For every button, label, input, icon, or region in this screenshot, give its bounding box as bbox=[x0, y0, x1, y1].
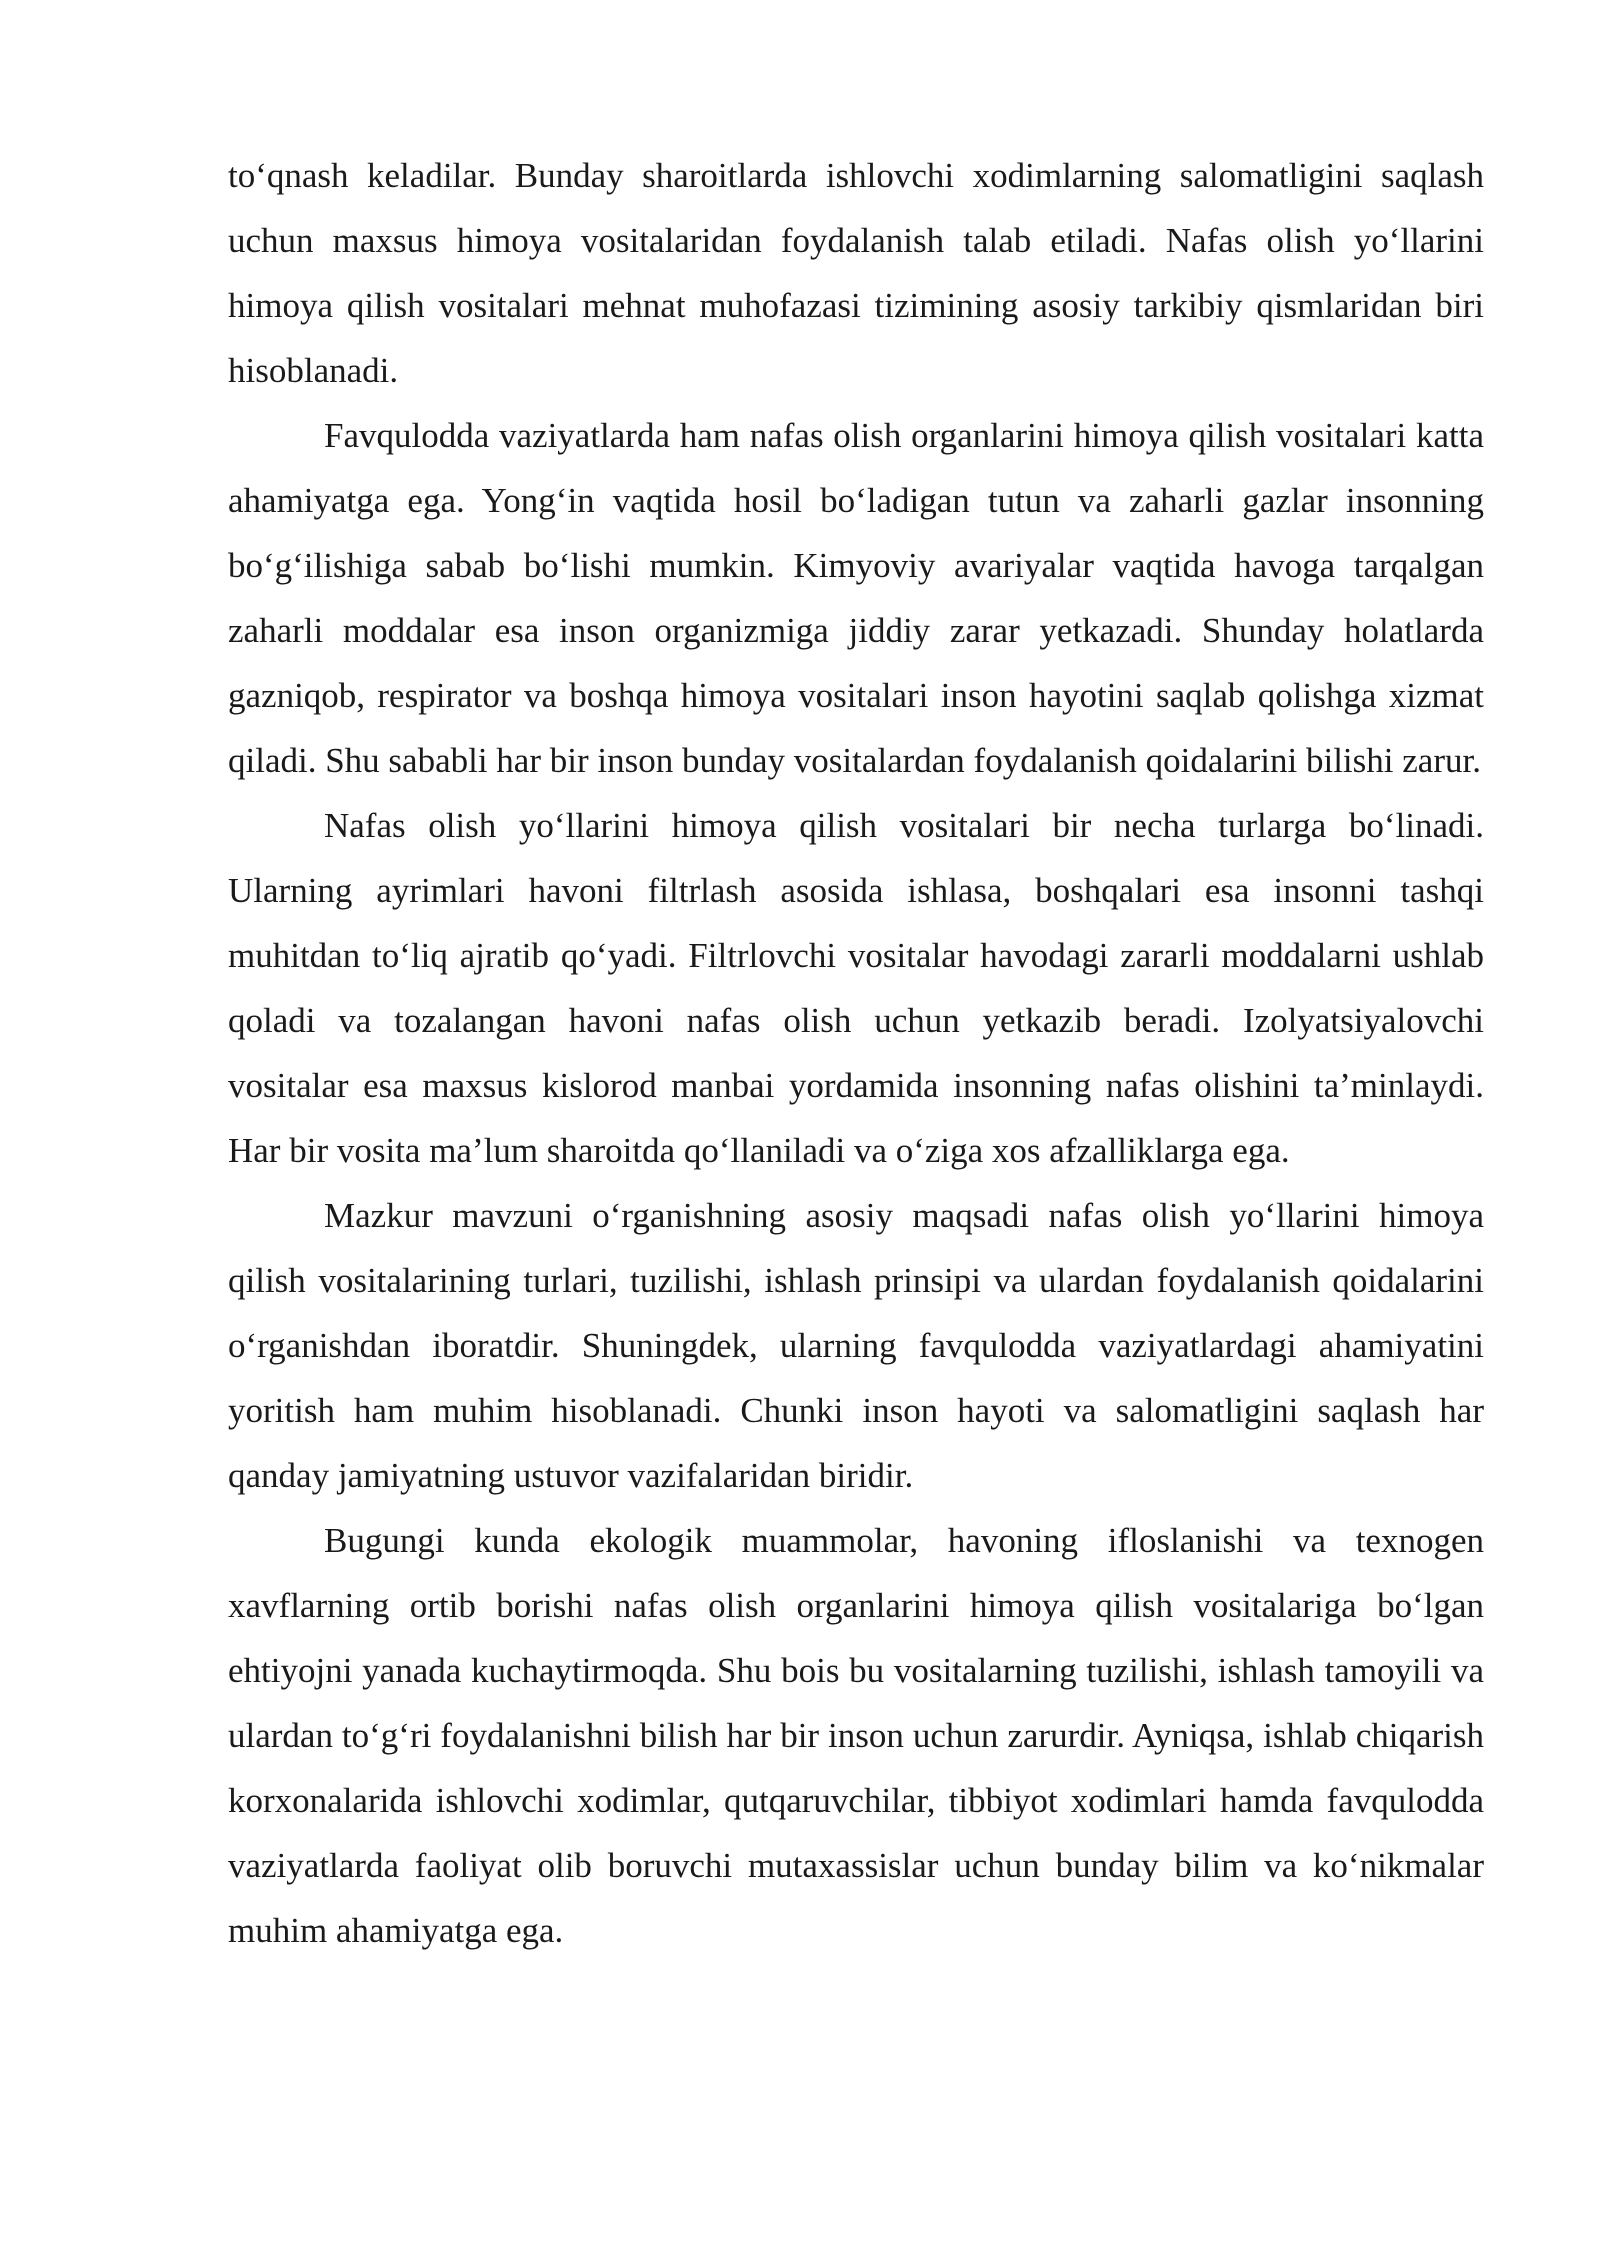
paragraph-emergency-situations: Favqulodda vaziyatlarda ham nafas olish organlarini himoya qilish vositalari katta ahamiyatga ega. Yong‘in vaqtida hosil bo‘ladigan tutun va zaharli gazlar insonning bo‘g‘ilishiga sabab bo‘lishi mumkin. Kimyoviy avariyalar vaqtida havoga tarqalgan zaharli moddalar esa inson organizmiga jiddiy zarar yetkazadi. Shunday holatlarda gazniqob, respirator va boshqa himoya vositalari inson hayotini saqlab qolishga xizmat qiladi. Shu sababli har bir inson bunday vositalardan foydalanish qoidalarini bilishi zarur. bbox=[228, 416, 1484, 780]
paragraph-protection-types: Nafas olish yo‘llarini himoya qilish vositalari bir necha turlarga bo‘linadi. Ularning ayrimlari havoni filtrlash asosida ishlasa, boshqalari esa insonni tashqi muhitdan to‘liq ajratib qo‘yadi. Filtrlovchi vositalar havodagi zararli moddalarni ushlab qoladi va tozalangan havoni nafas olish uchun yetkazib beradi. Izolyatsiyalovchi vositalar esa maxsus kislorod manbai yordamida insonning nafas olishini ta’minlaydi. Har bir vosita ma’lum sharoitda qo‘llaniladi va o‘ziga xos afzalliklarga ega. bbox=[228, 806, 1484, 1170]
paragraph-current-relevance: Bugungi kunda ekologik muammolar, havoning ifloslanishi va texnogen xavflarning ortib borishi nafas olish organlarini himoya qilish vositalariga bo‘lgan ehtiyojni yanada kuchaytirmoqda. Shu bois bu vositalarning tuzilishi, ishlash tamoyili va ulardan to‘g‘ri foydalanishni bilish har bir inson uchun zarurdir. Ayniqsa, ishlab chiqarish korxonalarida ishlovchi xodimlar, qutqaruvchilar, tibbiyot xodimlari hamda favqulodda vaziyatlarda faoliyat olib boruvchi mutaxassislar uchun bunday bilim va ko‘nikmalar muhim ahamiyatga ega. bbox=[228, 1521, 1484, 1950]
body-text bbox=[228, 143, 1484, 1963]
paragraph-continuation: to‘qnash keladilar. Bunday sharoitlarda ishlovchi xodimlarning salomatligini saqlash uchun maxsus himoya vositalaridan foydalanish talab etiladi. Nafas olish yo‘llarini himoya qilish vositalari mehnat muhofazasi tizimining asosiy tarkibiy qismlaridan biri hisoblanadi. bbox=[228, 156, 1484, 390]
paragraph-study-goal: Mazkur mavzuni o‘rganishning asosiy maqsadi nafas olish yo‘llarini himoya qilish vositalarining turlari, tuzilishi, ishlash prinsipi va ulardan foydalanish qoidalarini o‘rganishdan iboratdir. Shuningdek, ularning favqulodda vaziyatlardagi ahamiyatini yoritish ham muhim hisoblanadi. Chunki inson hayoti va salomatligini saqlash har qanday jamiyatning ustuvor vazifalaridan biridir. bbox=[228, 1196, 1484, 1495]
